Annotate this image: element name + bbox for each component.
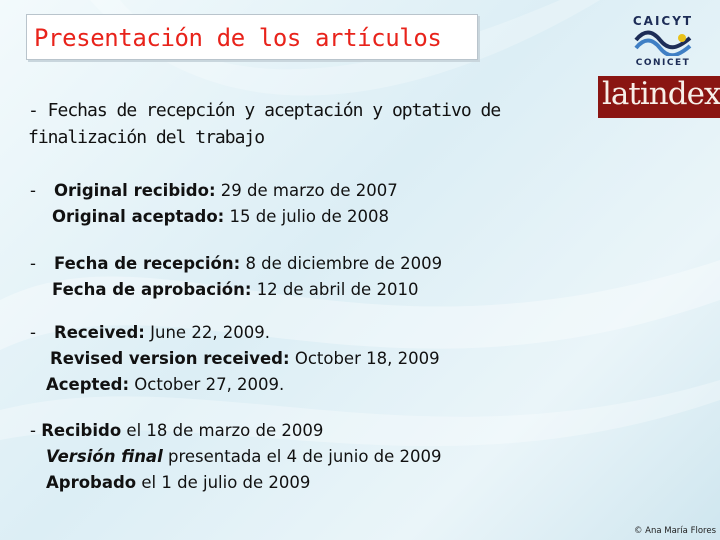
line-label: Acepted:: [46, 375, 130, 394]
line-value: presentada el 4 de junio de 2009: [167, 447, 442, 466]
example-block-2: [30, 251, 442, 303]
line-value: October 27, 2009.: [134, 375, 285, 394]
block-line: [30, 251, 442, 277]
line-value: el 1 de julio de 2009: [141, 473, 311, 492]
caicyt-logo: [620, 12, 706, 74]
line-label: Recibido: [41, 421, 122, 440]
line-value: 29 de marzo de 2007: [220, 181, 398, 200]
line-label: Versión final: [46, 447, 163, 466]
block-line: [30, 418, 442, 444]
line-value: June 22, 2009.: [150, 323, 271, 342]
intro-line-2: finalización del trabajo: [28, 127, 265, 148]
line-label: Fecha de aprobación:: [52, 280, 252, 299]
example-block-3: [30, 320, 440, 398]
slide-title-box: [26, 14, 478, 60]
caicyt-logo-text: CAICYT: [632, 14, 694, 28]
line-label: Original recibido:: [54, 181, 216, 200]
slide-title: Presentación de los artículos: [34, 24, 442, 52]
bullet-dash: -: [30, 323, 36, 342]
block-line: [30, 204, 398, 230]
block-line: [30, 372, 440, 398]
block-line: [30, 277, 442, 303]
line-value: 8 de diciembre de 2009: [245, 254, 443, 273]
block-line: [30, 470, 442, 496]
intro-line-1: - Fechas de recepción y aceptación y optativo de: [28, 100, 501, 121]
block-line: [30, 346, 440, 372]
line-value: 12 de abril de 2010: [256, 280, 419, 299]
line-value: el 18 de marzo de 2009: [126, 421, 324, 440]
bullet-dash: -: [30, 181, 36, 200]
block-line: [30, 178, 398, 204]
latindex-logo-text: latindex: [602, 76, 720, 112]
line-label: Fecha de recepción:: [54, 254, 241, 273]
caicyt-wave-icon: [634, 30, 692, 56]
line-value: 15 de julio de 2008: [229, 207, 390, 226]
copyright-footer: © Ana María Flores: [633, 526, 716, 536]
line-value: October 18, 2009: [294, 349, 440, 368]
latindex-logo: [598, 76, 720, 118]
bullet-dash: -: [30, 421, 36, 440]
block-line: [30, 320, 440, 346]
line-label: Original aceptado:: [52, 207, 225, 226]
example-block-4: [30, 418, 442, 496]
intro-text: [28, 97, 588, 151]
line-label: Revised version received:: [50, 349, 290, 368]
line-label: Received:: [54, 323, 145, 342]
line-label: Aprobado: [46, 473, 137, 492]
example-block-1: [30, 178, 398, 230]
bullet-dash: -: [30, 254, 36, 273]
conicet-logo-text: CONICET: [635, 58, 691, 68]
block-line: [30, 444, 442, 470]
